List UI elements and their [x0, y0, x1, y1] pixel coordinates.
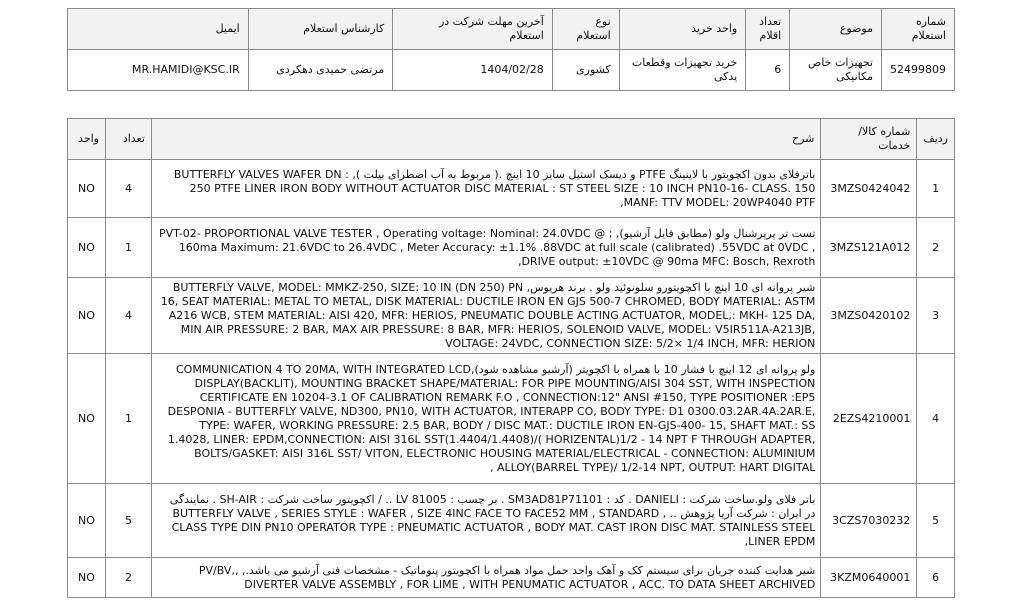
- item-quantity: 5: [106, 484, 152, 558]
- item-description: ولو پروانه ای 12 اینچ با فشار 10 با همراه با اکچویتر (آرشیو مشاهده شود),COMMUNICATION 4 TO 20MA, WITH INTEGRATED LCD DISPLAY(BACKLIT), MOUNTING BRACKET SHAPE/MATERIAL: FOR PIPE MOUNTING/AISI 304 SST, WITH INSPECTION CERTIFICATE EN 10204-3.1 OF CALIBRATION REMARK F.O , CONNECTION:12" ANSI #150, TYPE POSITIONER :EP5 DESPONIA - BUTTERFLY VALVE, ND300, PN10, WITH ACTUATOR, INTERAPP CO, BODY TYPE: D1 0300.03.2AR.4A.2AR.E, TYPE: WAFER, WORKING PRESSURE: 2.5 BAR, BODY / DISC MAT.: DUCTILE IRON EN-GJS-400- 15, SHAFT MAT.: SS 1.4028, LINER: EPDM,CONNECTION: AISI 316L SST(1.4404/1.4408)/( HORIZENTAL)1/2 - 14 NPT F THROUGH ADAPTER, BOLTS/GASKET: AISI 316L SST/ VITON, ELECTRONIC HOUSING MATERIAL/ELECTRICAL - CONNECTION: ALUMINIUM ALLOY(BARREL TYPE)/ 1/2-14 NPT, OUTPUT: HART DIGITAL ,: [151, 354, 820, 484]
- item-quantity: 4: [106, 160, 152, 218]
- item-unit: NO: [68, 558, 106, 598]
- subject-value: تجهیزات خاص مکانیکی: [790, 50, 882, 91]
- info-header-row: [68, 9, 955, 50]
- item-code: 3MZS121A012: [821, 218, 917, 278]
- row-number: 5: [917, 484, 955, 558]
- header-request-no: شماره استعلام: [882, 9, 955, 50]
- item-quantity: 4: [106, 278, 152, 354]
- items-header-row: [68, 119, 955, 160]
- item-count-value: 6: [746, 50, 790, 91]
- item-unit: NO: [68, 160, 106, 218]
- item-quantity: 1: [106, 218, 152, 278]
- table-row: [68, 218, 955, 278]
- deadline-value: 1404/02/28: [393, 50, 553, 91]
- item-unit: NO: [68, 218, 106, 278]
- row-number: 3: [917, 278, 955, 354]
- header-subject: موضوع: [790, 9, 882, 50]
- items-table: [67, 118, 955, 598]
- item-description: باترفلای بدون اکچویتور با لاینینگ PTFE و دیسک استیل سایز 10 اینچ .( مربوط به آب اضطرای بیلت ), BUTTERFLY VALVES WAFER DN : 250 PTFE LINER IRON BODY WITHOUT ACTUATOR DISC MATERIAL : ST STEEL SIZE : 10 INCH PN10-16- CLASS. 150 MANF: TTV MODEL: 20WP4040 PTF,: [151, 160, 820, 218]
- item-description: شیر هدایت کننده جریان برای سیستم کک و آهک واحد حمل مواد همراه با اکچویتور پنوماتیک - مشخصات فنی آرشیو می باشد., ,,PV/BV DIVERTER VALVE ASSEMBLY , FOR LIME , WITH PENUMATIC ACTUATOR , ACC. TO DATA SHEET ARCHIVED: [151, 558, 820, 598]
- item-code: 3KZM0640001: [821, 558, 917, 598]
- header-row-no: ردیف: [917, 119, 955, 160]
- item-description: شیر پروانه ای 10 اینچ با اکچویتورو سلونوئید ولو . برند هریوس, BUTTERFLY VALVE, MODEL: MMKZ-250, SIZE: 10 IN (DN 250) PN 16, SEAT MATERIAL: METAL TO METAL, DISK MATERIAL: DUCTILE IRON EN GJS 500-7 CHROMED, BODY MATERIAL: ASTM A216 WCB, STEM MATERIAL: AISI 420, MFR: HERIOS, PNEUMATIC DOUBLE ACTING ACTUATOR, MODEL,: MKH- 125 DA, MIN AIR PRESSURE: 2 BAR, MAX AIR PRESSURE: 8 BAR, MFR: HERIOS, SOLENOID VALVE, MODEL: V5IR511A-A213JB, VOLTAGE: 24VDC, CONNECTION SIZE: 5/2× 1/4 INCH, MFR: HERION: [151, 278, 820, 354]
- item-code: 3CZS7030232: [821, 484, 917, 558]
- row-number: 4: [917, 354, 955, 484]
- item-description: باتر فلای ولو.ساخت شرکت : DANIELI . کد : SM3AD81P71101 . بر چسب : LV 81005 .. / اکچویتور ساخت شرکت : SH-AIR . نمایندگی در ایران : شرکت آریا پژوهش .. , BUTTERFLY VALVE , SERIES STYLE : WAFER , SIZE 4INC FACE TO FACE52 MM , STANDARD CLASS TYPE DIN PN10 OPERATOR TYPE : PNEUMATIC ACTUATOR , BODY MAT. CAST IRON DISC MAT. STAINLESS STEEL LINER EPDM,: [151, 484, 820, 558]
- item-unit: NO: [68, 354, 106, 484]
- header-desc: شرح: [151, 119, 820, 160]
- item-code: 2EZS4210001: [821, 354, 917, 484]
- table-row: [68, 160, 955, 218]
- row-number: 6: [917, 558, 955, 598]
- header-deadline: آخرین مهلت شرکت در استعلام: [393, 9, 553, 50]
- header-item-count: تعداد اقلام: [746, 9, 790, 50]
- header-qty: تعداد: [106, 119, 152, 160]
- email-value: MR.HAMIDI@KSC.IR: [68, 50, 249, 91]
- table-row: [68, 558, 955, 598]
- info-data-row: [68, 50, 955, 91]
- item-code: 3MZS0420102: [821, 278, 917, 354]
- request-no-value: 52499809: [882, 50, 955, 91]
- table-row: [68, 278, 955, 354]
- row-number: 2: [917, 218, 955, 278]
- header-request-type: نوع استعلام: [552, 9, 619, 50]
- header-expert: کارشناس استعلام: [248, 9, 393, 50]
- table-row: [68, 354, 955, 484]
- item-quantity: 2: [106, 558, 152, 598]
- buyer-unit-value: خرید تجهیزات وقطعات یدکی: [619, 50, 746, 91]
- item-description: تست تر پرپرشنال ولو (مطابق فایل آرشیو), ; PVT-02- PROPORTIONAL VALVE TESTER , Operating voltage: Nominal: 24.0VDC @ 160ma Maximum: 21.6VDC to 26.4VDC , Meter Accuracy: ±1.1% .88VDC at full scale (calibrated) .55VDC at 0VDC , DRIVE output: ±10VDC @ 90ma MFC: Bosch, Rexroth,: [151, 218, 820, 278]
- header-unit: واحد: [68, 119, 106, 160]
- item-unit: NO: [68, 278, 106, 354]
- item-quantity: 1: [106, 354, 152, 484]
- request-type-value: کشوری: [552, 50, 619, 91]
- item-code: 3MZS0424042: [821, 160, 917, 218]
- inquiry-info-table: [67, 8, 955, 91]
- row-number: 1: [917, 160, 955, 218]
- header-buyer-unit: واحد خرید: [619, 9, 746, 50]
- table-row: [68, 484, 955, 558]
- item-unit: NO: [68, 484, 106, 558]
- expert-value: مرتضی حمیدی دهکردی: [248, 50, 393, 91]
- header-code: شماره کالا/خدمات: [821, 119, 917, 160]
- header-email: ایمیل: [68, 9, 249, 50]
